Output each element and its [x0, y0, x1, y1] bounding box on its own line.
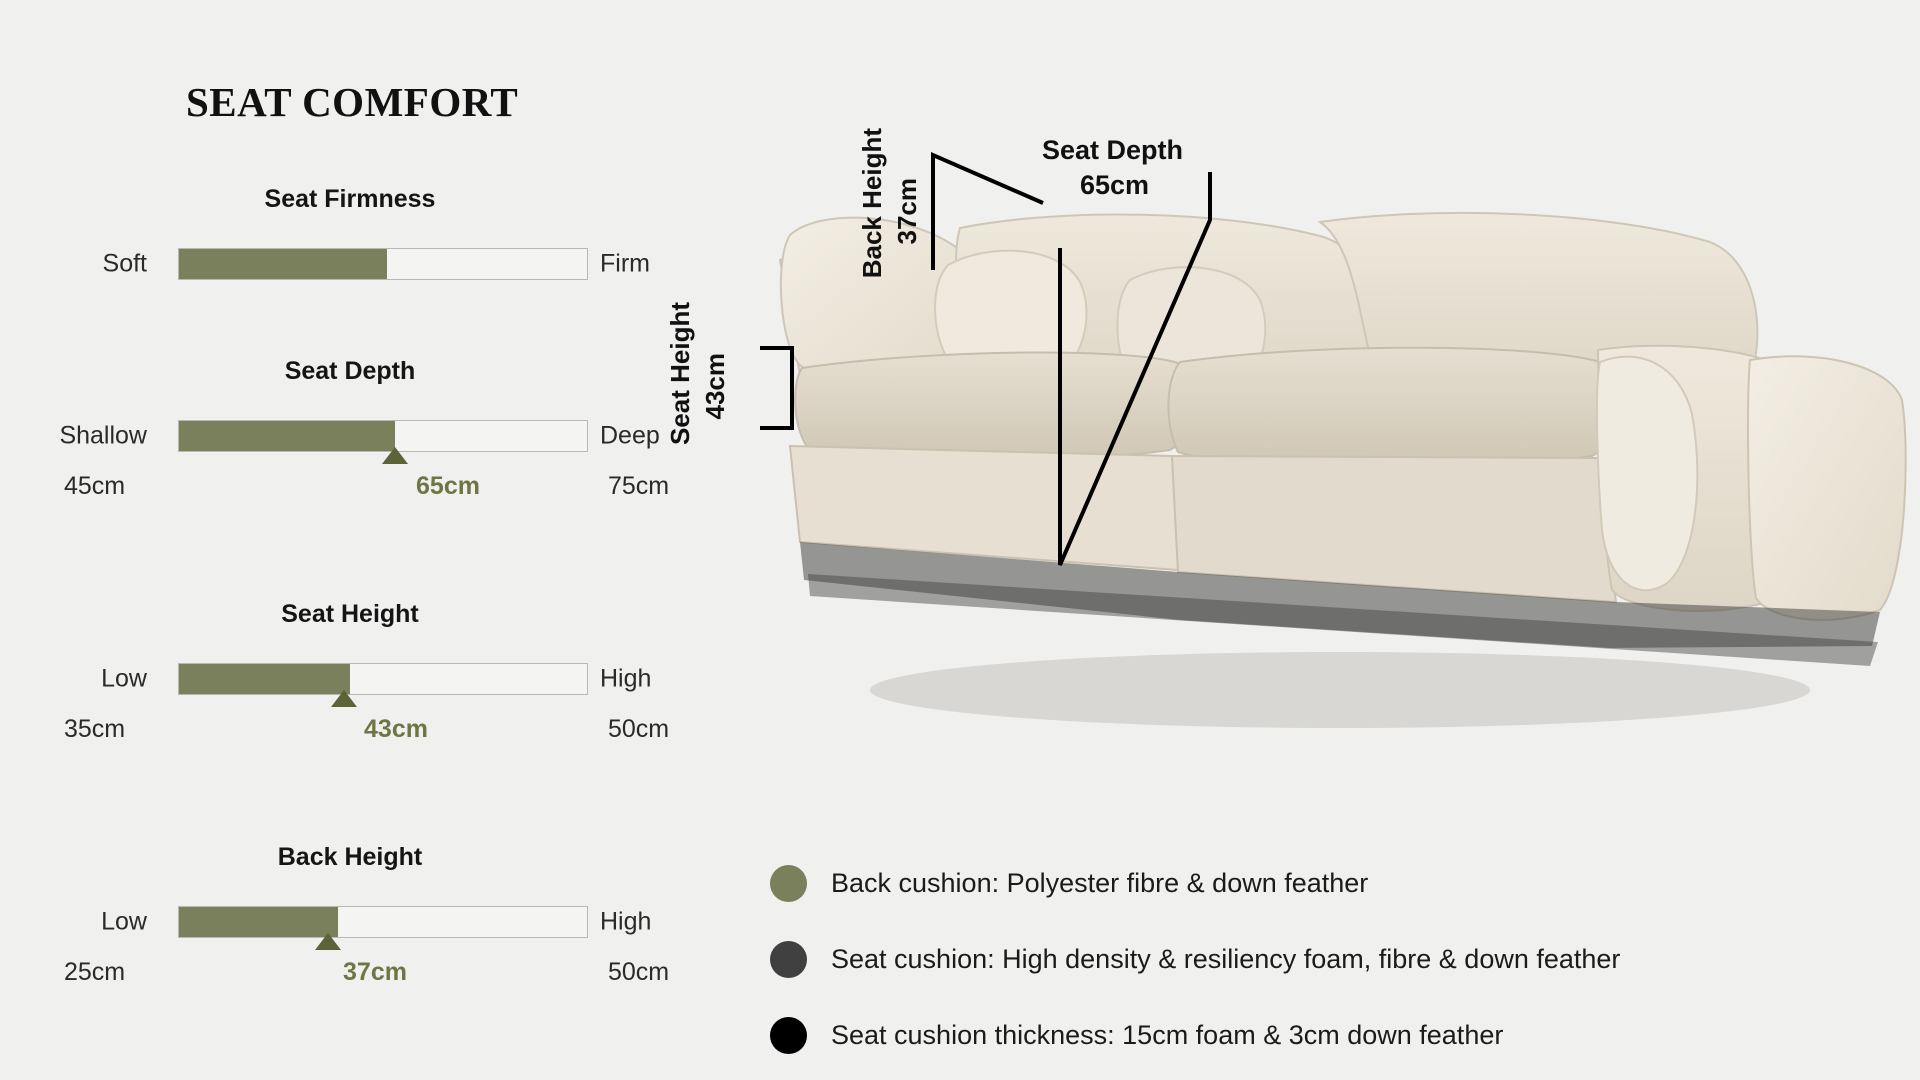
scale-value: 65cm [416, 472, 480, 500]
metric-title: Seat Depth [284, 357, 416, 385]
slider-fill [179, 249, 387, 279]
metric-seat-height [0, 600, 760, 755]
legend-item [770, 997, 1910, 1073]
slider-seat-depth[interactable] [0, 414, 760, 458]
slider-back-height[interactable] [0, 900, 760, 944]
slider-track[interactable] [178, 248, 588, 280]
slider-fill [179, 664, 350, 694]
page-title: SEAT COMFORT [186, 79, 519, 125]
slider-min-label: Low [101, 664, 147, 693]
metric-title: Seat Firmness [264, 185, 436, 213]
seat-comfort-panel [0, 0, 760, 1080]
slider-track[interactable] [178, 906, 588, 938]
slider-marker[interactable] [331, 690, 357, 707]
scale-min: 25cm [64, 958, 126, 986]
scale-value: 43cm [364, 715, 428, 743]
metric-title: Seat Height [281, 600, 419, 628]
scale-value: 37cm [343, 958, 407, 986]
sofa-product-photo [760, 150, 1920, 820]
scale-max: 50cm [608, 958, 670, 986]
seat-height-dim-value: 43cm [700, 353, 730, 420]
slider-seat-firmness[interactable] [0, 242, 760, 286]
back-height-dim-value: 37cm [892, 178, 922, 245]
scale-row [0, 472, 760, 512]
seat-depth-dim-title: Seat Depth [1042, 135, 1184, 165]
scale-row [0, 958, 760, 998]
metric-seat-depth [0, 357, 760, 512]
scale-max: 50cm [608, 715, 670, 743]
back-height-dim-title: Back Height [857, 128, 887, 279]
legend-item [770, 921, 1910, 997]
legend-dot-icon [770, 941, 807, 978]
slider-seat-height[interactable] [0, 657, 760, 701]
slider-min-label: Soft [102, 249, 147, 278]
scale-max: 75cm [608, 472, 670, 500]
metric-back-height [0, 843, 760, 998]
legend-label: Seat cushion: High density & resiliency foam, fibre & down feather [831, 943, 1621, 974]
legend-item [770, 845, 1910, 921]
slider-max-label: Firm [600, 249, 650, 278]
slider-max-label: High [600, 907, 652, 936]
slider-min-label: Shallow [59, 421, 147, 450]
scale-min: 45cm [64, 472, 126, 500]
slider-fill [179, 421, 395, 451]
metric-title: Back Height [277, 843, 423, 871]
legend-dot-icon [770, 865, 807, 902]
slider-max-label: High [600, 664, 652, 693]
slider-track[interactable] [178, 663, 588, 695]
scale-min: 35cm [64, 715, 126, 743]
legend-dot-icon [770, 1017, 807, 1054]
seat-depth-dim-value: 65cm [1080, 170, 1150, 200]
legend [770, 845, 1910, 1073]
legend-label: Back cushion: Polyester fibre & down feather [831, 867, 1369, 898]
slider-marker[interactable] [382, 447, 408, 464]
metric-seat-firmness [0, 185, 760, 286]
legend-label: Seat cushion thickness: 15cm foam & 3cm down feather [831, 1019, 1504, 1050]
slider-max-label: Deep [600, 421, 660, 450]
slider-min-label: Low [101, 907, 147, 936]
slider-marker[interactable] [315, 933, 341, 950]
scale-row [0, 715, 760, 755]
seat-height-dim-title: Seat Height [665, 302, 695, 446]
